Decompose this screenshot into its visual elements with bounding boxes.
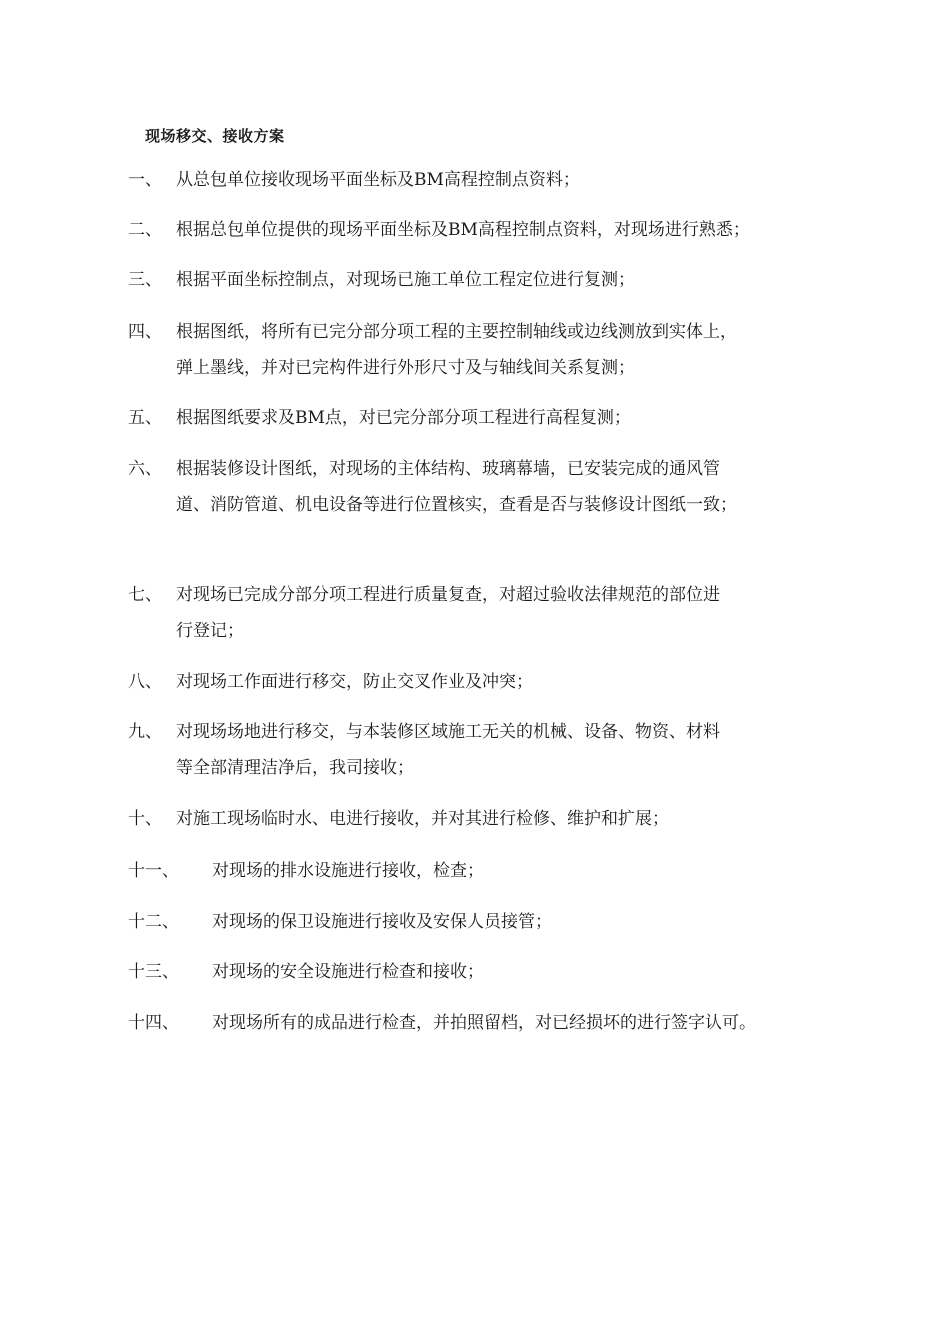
item-text-line: 对施工现场临时水、电进行接收，并对其进行检修、维护和扩展； bbox=[176, 809, 669, 829]
item-text-line: 弹上墨线，并对已完构件进行外形尺寸及与轴线间关系复测； bbox=[176, 358, 635, 378]
item-number: 十一、 bbox=[128, 861, 179, 881]
list-item-11 bbox=[128, 853, 828, 889]
list-item-8 bbox=[128, 664, 828, 700]
item-number: 七、 bbox=[128, 585, 162, 605]
list-item-10 bbox=[128, 801, 828, 837]
item-number: 十三、 bbox=[128, 962, 179, 982]
item-number: 六、 bbox=[128, 459, 162, 479]
item-number: 五、 bbox=[128, 408, 162, 428]
item-text-line: 从总包单位接收现场平面坐标及BM高程控制点资料； bbox=[176, 170, 580, 190]
item-text-line: 对现场已完成分部分项工程进行质量复查，对超过验收法律规范的部位进 bbox=[176, 585, 720, 605]
list-item-3 bbox=[128, 262, 828, 298]
item-text-line: 对现场所有的成品进行检查，并拍照留档，对已经损坏的进行签字认可。 bbox=[212, 1013, 756, 1033]
item-text-line: 行登记； bbox=[176, 621, 244, 641]
list-item-5 bbox=[128, 400, 828, 436]
item-text-line: 对现场场地进行移交，与本装修区域施工无关的机械、设备、物资、材料 bbox=[176, 722, 720, 742]
list-item-2 bbox=[128, 212, 828, 248]
list-item-7 bbox=[128, 577, 828, 649]
document-title: 现场移交、接收方案 bbox=[145, 127, 285, 145]
list-item-13 bbox=[128, 954, 828, 990]
item-number: 十、 bbox=[128, 809, 162, 829]
item-number: 三、 bbox=[128, 270, 162, 290]
item-text-line: 根据平面坐标控制点，对现场已施工单位工程定位进行复测； bbox=[176, 270, 635, 290]
list-item-1 bbox=[128, 162, 828, 198]
item-text-line: 对现场的排水设施进行接收，检查； bbox=[212, 861, 484, 881]
list-item-6 bbox=[128, 451, 828, 523]
item-number: 八、 bbox=[128, 672, 162, 692]
item-text-line: 等全部清理洁净后，我司接收； bbox=[176, 758, 414, 778]
item-number: 九、 bbox=[128, 722, 162, 742]
item-text-line: 对现场工作面进行移交，防止交叉作业及冲突； bbox=[176, 672, 533, 692]
item-text-line: 根据总包单位提供的现场平面坐标及BM高程控制点资料，对现场进行熟悉； bbox=[176, 220, 750, 240]
item-text-line: 根据图纸要求及BM点，对已完分部分项工程进行高程复测； bbox=[176, 408, 631, 428]
item-text-line: 对现场的安全设施进行检查和接收； bbox=[212, 962, 484, 982]
item-text-line: 根据图纸，将所有已完分部分项工程的主要控制轴线或边线测放到实体上， bbox=[176, 322, 737, 342]
list-item-4 bbox=[128, 314, 828, 386]
item-text-line: 道、消防管道、机电设备等进行位置核实，查看是否与装修设计图纸一致； bbox=[176, 495, 737, 515]
list-item-9 bbox=[128, 714, 828, 786]
item-number: 一、 bbox=[128, 170, 162, 190]
item-number: 十四、 bbox=[128, 1013, 179, 1033]
item-text-line: 根据装修设计图纸，对现场的主体结构、玻璃幕墙，已安装完成的通风管 bbox=[176, 459, 720, 479]
item-number: 四、 bbox=[128, 322, 162, 342]
list-item-14 bbox=[128, 1005, 828, 1041]
list-item-12 bbox=[128, 904, 828, 940]
item-number: 二、 bbox=[128, 220, 162, 240]
item-number: 十二、 bbox=[128, 912, 179, 932]
item-text-line: 对现场的保卫设施进行接收及安保人员接管； bbox=[212, 912, 552, 932]
